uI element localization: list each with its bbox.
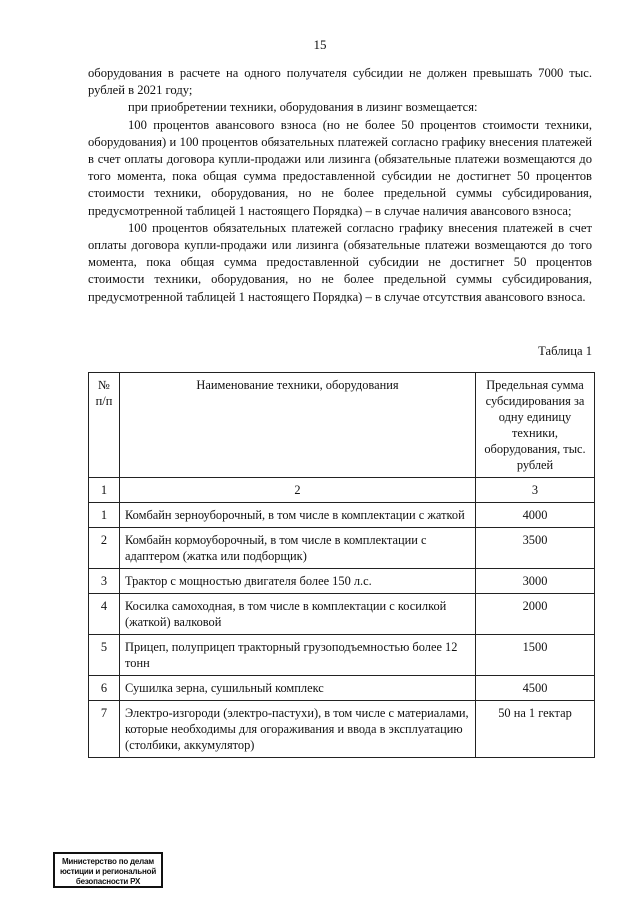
table-caption: Таблица 1 [538, 344, 592, 358]
table-row [89, 635, 595, 676]
table-header-row [89, 373, 595, 478]
row-name: Прицеп, полуприцеп тракторный грузоподъемностью более 12 тонн [120, 635, 476, 676]
stamp-line: Министерство по делам [61, 857, 155, 866]
body-text [88, 65, 592, 306]
row-limit: 2000 [476, 594, 595, 635]
row-number: 5 [89, 635, 120, 676]
table-row [89, 528, 595, 569]
table-row [89, 503, 595, 528]
row-limit: 3500 [476, 528, 595, 569]
row-number: 4 [89, 594, 120, 635]
row-limit: 4500 [476, 676, 595, 701]
row-limit: 3000 [476, 569, 595, 594]
table-row [89, 569, 595, 594]
stamp-line: безопасности РХ [75, 877, 141, 886]
table-row [89, 676, 595, 701]
row-name: Сушилка зерна, сушильный комплекс [120, 676, 476, 701]
header-number: № п/п [89, 373, 120, 478]
column-number: 3 [476, 478, 595, 503]
row-limit: 4000 [476, 503, 595, 528]
row-name: Электро-изгороди (электро-пастухи), в том числе с материалами, которые необходимы для огораживания и ввода в эксплуатацию (столбики, аккумулятор) [120, 701, 476, 758]
ministry-stamp [53, 852, 163, 888]
stamp-line: юстиции и региональной [59, 867, 157, 876]
row-limit: 1500 [476, 635, 595, 676]
column-number-row [89, 478, 595, 503]
row-number: 6 [89, 676, 120, 701]
table-row [89, 701, 595, 758]
row-limit: 50 на 1 гектар [476, 701, 595, 758]
subsidy-table [88, 372, 595, 758]
row-name: Комбайн зерноуборочный, в том числе в комплектации с жаткой [120, 503, 476, 528]
row-name: Косилка самоходная, в том числе в комплектации с косилкой (жаткой) валковой [120, 594, 476, 635]
row-number: 7 [89, 701, 120, 758]
page-number: 15 [313, 37, 327, 52]
paragraph: при приобретении техники, оборудования в лизинг возмещается: [128, 100, 478, 115]
row-number: 3 [89, 569, 120, 594]
column-number: 1 [89, 478, 120, 503]
header-name: Наименование техники, оборудования [120, 373, 476, 478]
paragraph: оборудования в расчете на одного получателя субсидии не должен превышать 7000 тыс. рублей в 2021 году; [88, 66, 592, 98]
header-limit: Предельная сумма субсидирования за одну единицу техники, оборудования, тыс. рублей [476, 373, 595, 478]
row-number: 1 [89, 503, 120, 528]
row-number: 2 [89, 528, 120, 569]
column-number: 2 [120, 478, 476, 503]
table-row [89, 594, 595, 635]
row-name: Трактор с мощностью двигателя более 150 л.с. [120, 569, 476, 594]
row-name: Комбайн кормоуборочный, в том числе в комплектации с адаптером (жатка или подборщик) [120, 528, 476, 569]
paragraph: 100 процентов авансового взноса (но не более 50 процентов стоимости техники, оборудования) и 100 процентов обязательных платежей согласно графику внесения платежей в счет оплаты договора купли-продажи или лизинга (обязательные платежи возмещаются до того момента, пока общая сумма предоставленной субсидии не достигнет 50 процентов стоимости техники, оборудования, но не более предельной суммы субсидирования, предусмотренной таблицей 1 настоящего Порядка) – в случае наличия авансового взноса; [88, 117, 592, 218]
paragraph: 100 процентов обязательных платежей согласно графику внесения платежей в счет оплаты договора купли-продажи или лизинга (обязательные платежи возмещаются до того момента, пока общая сумма предоставленной субсидии не достигнет 50 процентов стоимости техники, оборудования, но не более предельной суммы субсидирования, предусмотренной таблицей 1 настоящего Порядка) – в случае отсутствия авансового взноса. [88, 220, 592, 304]
